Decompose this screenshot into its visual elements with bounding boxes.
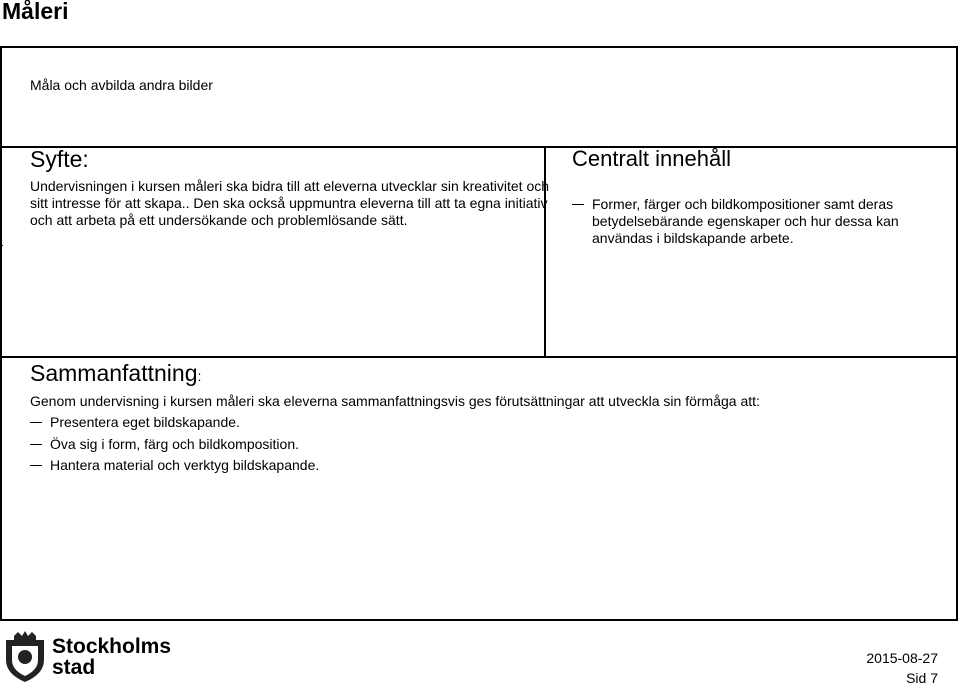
centralt-list (572, 196, 932, 247)
dash-bullet-icon (30, 422, 42, 423)
sammanfattning-heading (30, 360, 201, 387)
divider-middle (0, 356, 958, 358)
list-item (30, 414, 319, 436)
stray-mark: . (1, 238, 4, 249)
sammanfattning-heading-text: Sammanfattning (30, 360, 198, 386)
list-item-text: Hantera material och verktyg bildskapande. (50, 457, 320, 473)
list-item (572, 196, 932, 247)
syfte-heading: Syfte: (30, 146, 89, 172)
syfte-text: Undervisningen i kursen måleri ska bidra till att eleverna utvecklar sin kreativitet och sitt intresse för att skapa.. Den ska också uppmuntra eleverna till att ta egna initiativ och att arbeta på ett undersökande och problemlösande sätt. (30, 178, 550, 228)
list-item-text: Former, färger och bildkompositioner samt deras betydelsebärande egenskaper och hur dessa kan användas i bildskapande arbete. (592, 196, 899, 246)
logo-text (52, 636, 171, 678)
logo-line1: Stockholms (52, 635, 172, 658)
sammanfattning-text: Genom undervisning i kursen måleri ska eleverna sammanfattningsvis ges förutsättningar att utveckla sin förmåga att: (30, 393, 760, 409)
intro-text: Måla och avbilda andra bilder (30, 77, 213, 93)
sammanfattning-heading-colon: : (197, 368, 202, 384)
list-item-text: Öva sig i form, färg och bildkomposition. (50, 435, 299, 452)
sammanfattning-list (30, 414, 319, 479)
page-number: Sid 7 (906, 670, 938, 686)
dash-bullet-icon (572, 204, 584, 205)
centralt-heading: Centralt innehåll (572, 146, 731, 171)
content-frame (0, 46, 958, 621)
list-item (30, 457, 319, 479)
footer-date: 2015-08-27 (866, 650, 938, 666)
dash-bullet-icon (30, 465, 42, 466)
dash-bullet-icon (30, 444, 42, 445)
logo-line2: stad (52, 656, 96, 679)
list-item (30, 436, 319, 458)
list-item-text: Presentera eget bildskapande. (50, 414, 240, 430)
divider-top (0, 146, 958, 148)
page-title: Måleri (2, 0, 69, 24)
